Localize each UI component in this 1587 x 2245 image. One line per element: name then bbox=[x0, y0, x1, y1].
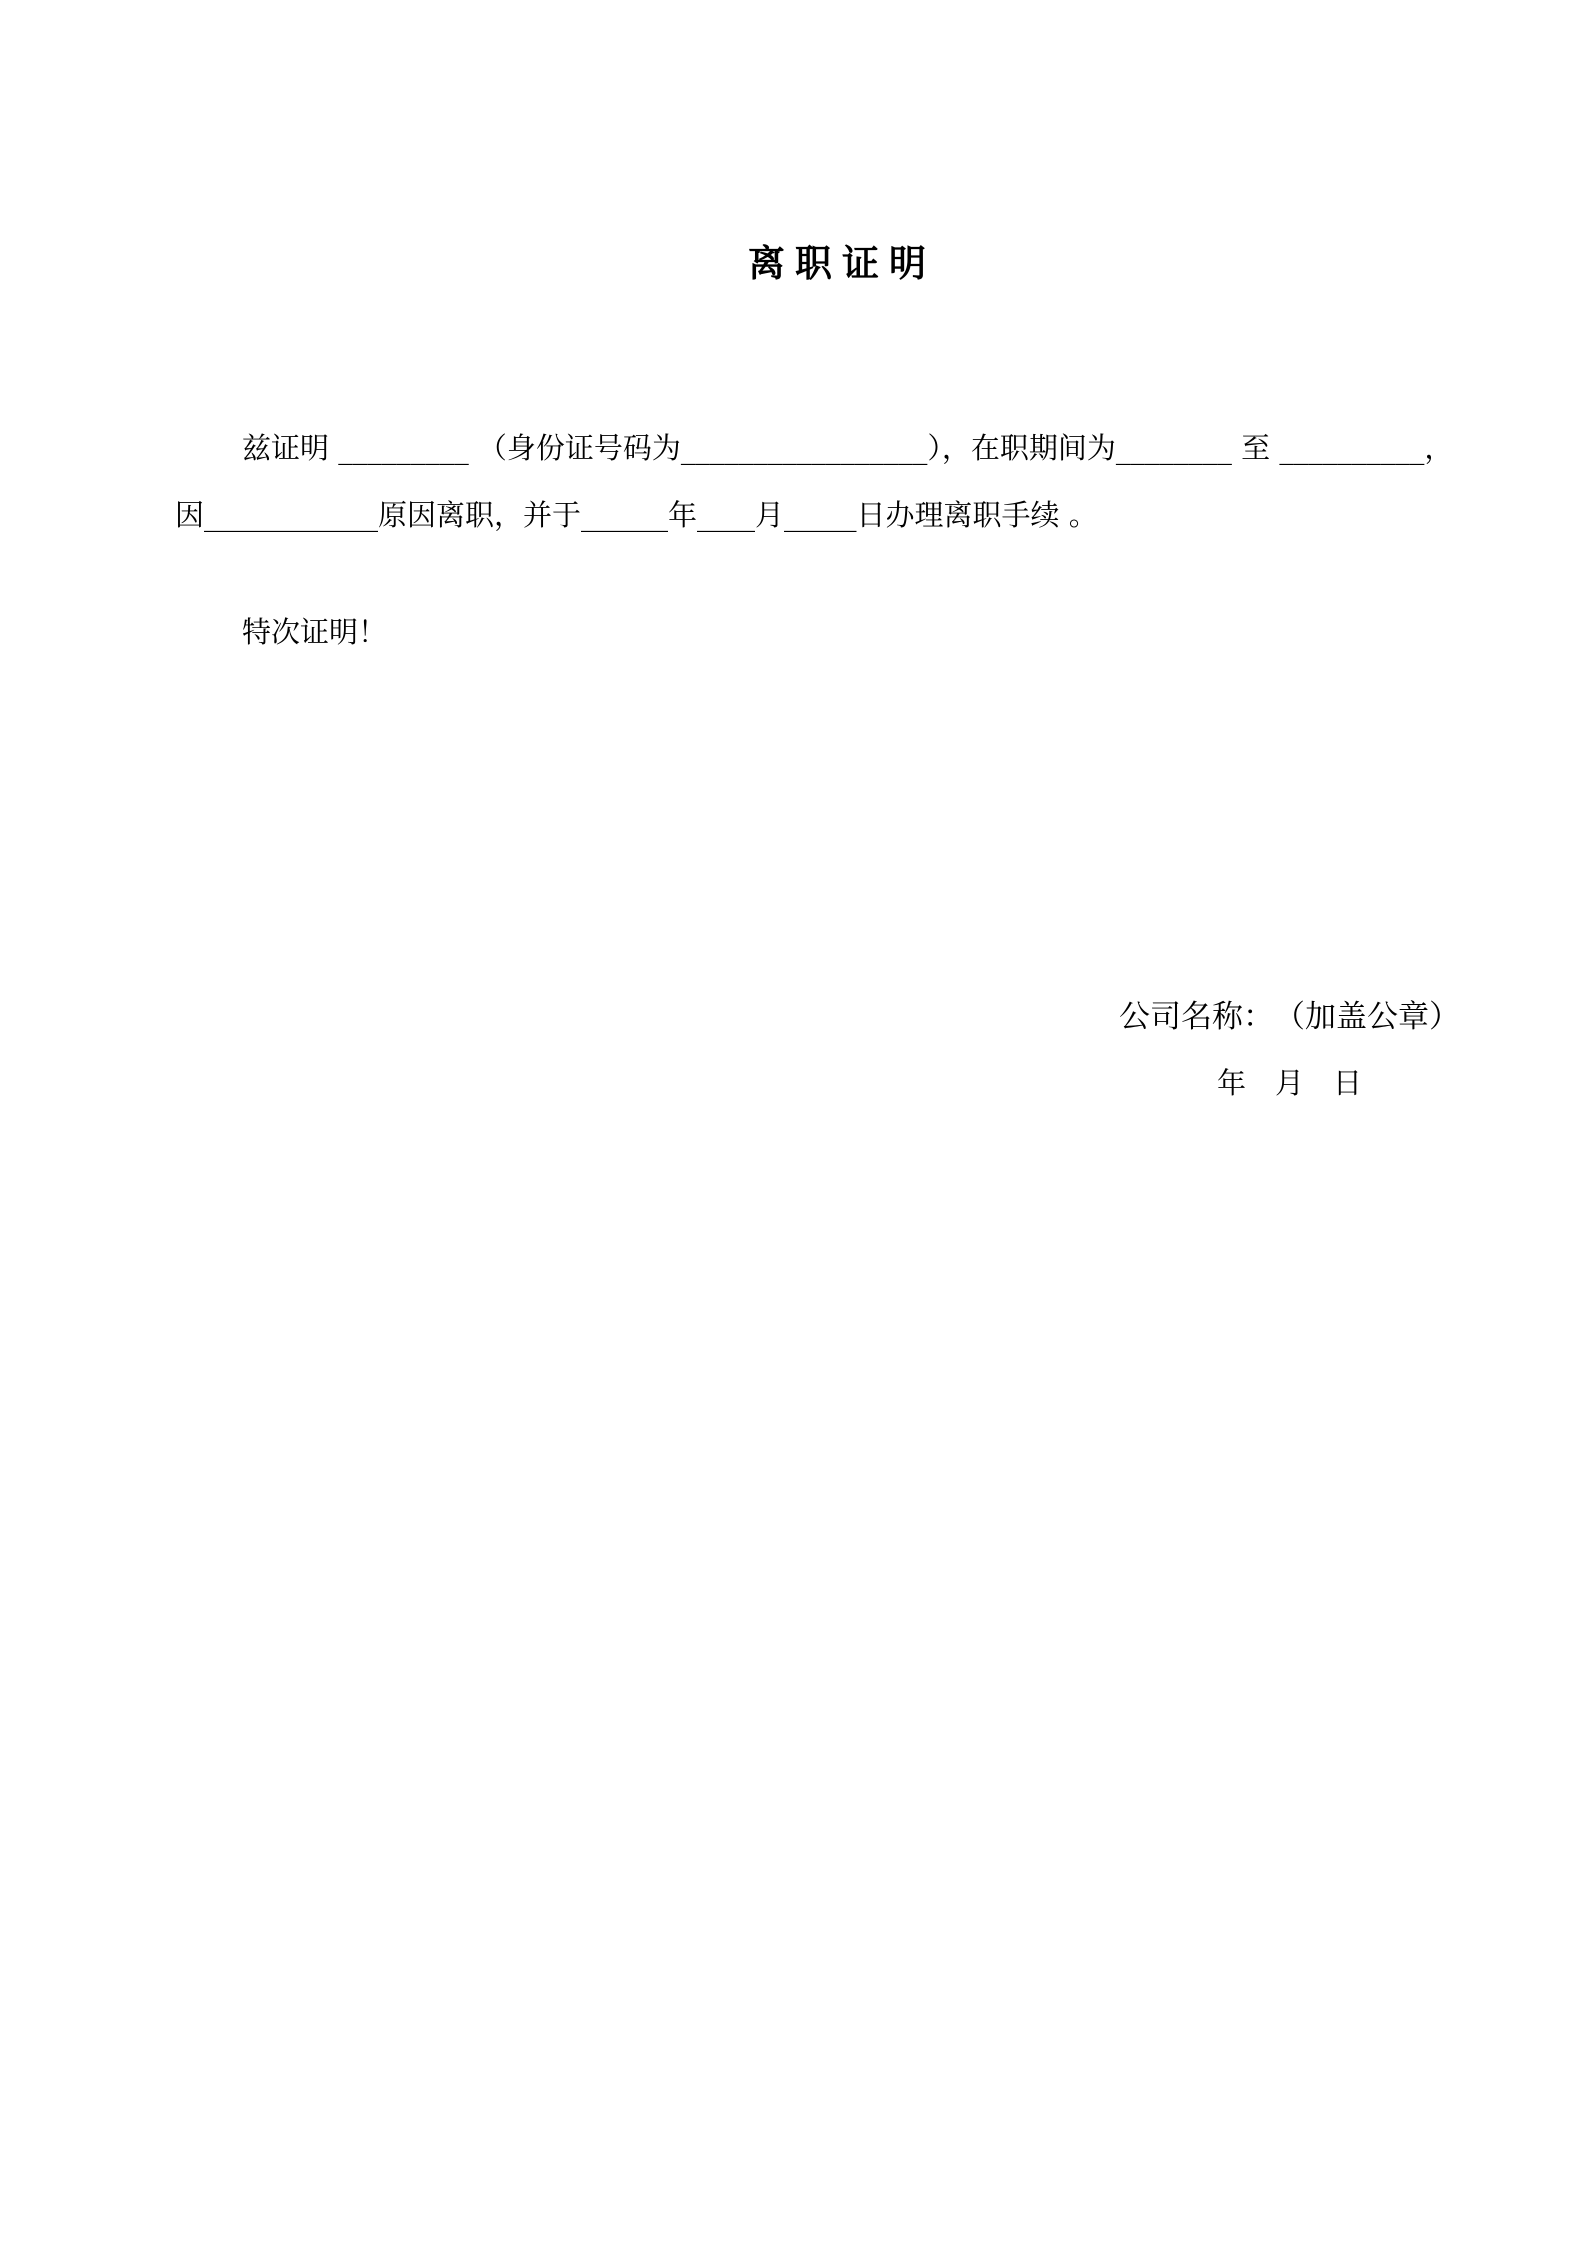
closing-statement: 特次证明！ bbox=[242, 615, 388, 649]
body-line-2: 因____________原因离职，并于______年____月_____日办理离职手续 。 bbox=[175, 498, 1098, 532]
document-title: 离职证明 bbox=[748, 241, 936, 285]
signature-date-line: 年 月 日 bbox=[1216, 1066, 1362, 1100]
body-paragraph bbox=[175, 415, 1455, 549]
body-line-1: 兹证明 _________ （身份证号码为_________________），在职期间为________ 至 __________， bbox=[242, 431, 1454, 465]
signature-block bbox=[1119, 996, 1460, 1101]
company-name-line: 公司名称： （加盖公章） bbox=[1119, 999, 1460, 1035]
